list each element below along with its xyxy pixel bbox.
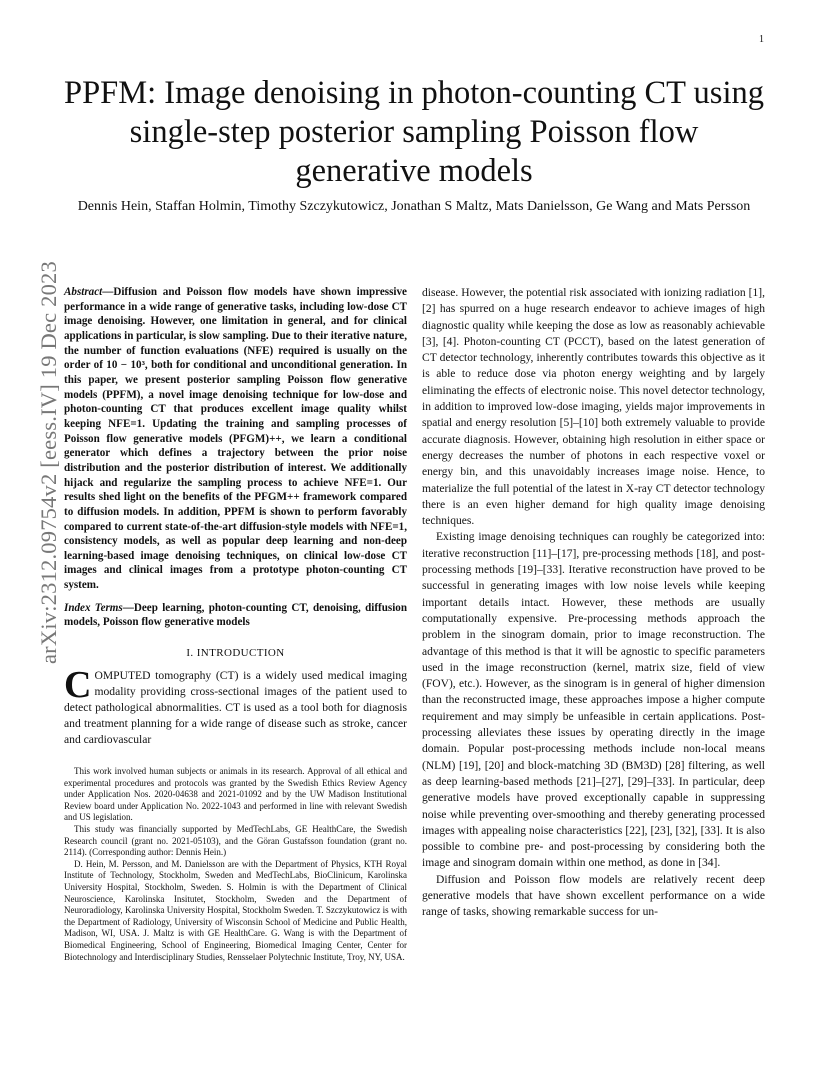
- arxiv-stamp[interactable]: arXiv:2312.09754v2 [eess.IV] 19 Dec 2023: [36, 261, 61, 664]
- body-paragraph: Diffusion and Poisson flow models are relatively recent deep generative models that have shown excellent performance on a wide range of tasks, showing remarkable success for un-: [422, 873, 765, 919]
- abstract-text: —Diffusion and Poisson flow models have shown impressive performance in a wide range of generative tasks, including low-dose CT image denoising. However, one limitation in general, and for clinical applications in particular, is slow sampling. Due to their iterative nature, the number of function evaluations (NFE) required is usually on the order of 10 − 10³, both for conditional and unconditional generation. In this paper, we present posterior sampling Poisson flow generative models (PPFM), a novel image denoising technique for low-dose and photon-counting CT that produces excellent image quality whilst keeping NFE=1. Updating the training and sampling processes of Poisson flow generative models (PFGM)++, we learn a conditional generator which defines a trajectory between the prior noise distribution and the posterior distribution of interest. We additionally hijack and regularize the sampling process to achieve NFE=1. Our results shed light on the benefits of the PFGM++ framework compared to diffusion models. In addition, PPFM is shown to perform favorably compared to current state-of-the-art diffusion-style models with NFE=1, consistency models, as well as popular deep learning and non-deep learning-based image denoising techniques, on clinical low-dose CT images and clinical images from a prototype photon-counting CT system.: [64, 286, 407, 592]
- intro-paragraph: [64, 664, 407, 748]
- paper-title: PPFM: Image denoising in photon-counting CT using single-step posterior sampling Poisson flow generative models: [64, 75, 764, 189]
- body-paragraph: Existing image denoising techniques can roughly be categorized into: iterative reconstruction [11]–[17], pre-processing methods [18], and post-processing methods [19]–[33]. Iterative reconstruction have proved to be successful in generating images with low noise levels while keeping important details intact. However, these methods are usually computationally expensive. Pre-processing methods approach the problem in the sinogram domain, prior to image reconstruction. The advantage of this method is that it will be agnostic to specific parameters used in the image reconstruction (kernel, matrix size, field of view (FOV), etc.). However, as the sinogram is in general of higher dimension than the reconstructed image, these approaches impose a higher compute requirement and may simply be unfeasible in certain applications. Post-processing alleviates these issues by operating directly in the image domain. Popular post-processing methods include non-local means (NLM) [19], [20] and block-matching 3D (BM3D) [28] filtering, as well as deep learning-based methods [21]–[27], [29]–[33]. In particular, deep generative models have proved exceptionally capable in suppressing noise while preventing over-smoothing and thereby generating processed images with appealing noise characteristics [22], [23], [32], [33]. It is also possible to combine pre- and post-processing by considering both the image and sinogram domain within one method, as done in [34].: [422, 531, 765, 870]
- abstract: [64, 285, 407, 593]
- footnotes: [64, 766, 407, 963]
- index-terms: [64, 601, 407, 630]
- index-terms-label: Index Terms: [64, 601, 123, 614]
- body-paragraph: disease. However, the potential risk associated with ionizing radiation [1], [2] has spurred on a huge research endeavor to achieve images of high diagnostic quality while keeping the dose as low as reasonably achievable [3], [4]. Photon-counting CT (PCCT), based on the latest generation of CT detector technology, inherently contributes towards this objective as it is able to reduce dose via photon energy weighting and by largely eliminating the effects of electronic noise. This novel detector technology, in addition to improved low-dose imaging, yields major improvements in spatial and energy resolution [5]–[10] both extremely valuable to provide accurate diagnosis. However, obtaining high resolution in either space or energy decreases the number of photons in each respective voxel or energy bin, and this unavoidably increases image noise. Hence, to materialize the full potential of the latest in X-ray CT detector technology there is an even higher demand for high quality image denoising techniques.: [422, 287, 765, 528]
- index-terms-text: —Deep learning, photon-counting CT, denoising, diffusion models, Poisson flow generative models: [64, 601, 407, 629]
- section-heading-introduction: I. INTRODUCTION: [186, 647, 285, 660]
- footnote-funding: This study was financially supported by MedTechLabs, GE HealthCare, the Swedish Research council (grant no. 2021-05103), and the Göran Gustafsson foundation (grant no. 2114). (Corresponding author: Dennis Hein.): [64, 824, 407, 858]
- drop-cap: C: [64, 664, 92, 707]
- abstract-label: Abstract: [64, 286, 103, 298]
- intro-text: OMPUTED tomography (CT) is a widely used medical imaging modality providing cross-sectional images of the patient used to detect pathological abnormalities. CT is used as a tool both for diagnosis and treatment planning for a wide range of disease such as stroke, cancer and cardiovascular: [64, 669, 407, 747]
- page-number: 1: [759, 34, 764, 45]
- right-column: [422, 285, 765, 921]
- footnote-affiliations: D. Hein, M. Persson, and M. Danielsson are with the Department of Physics, KTH Royal Institute of Technology, Stockholm, Sweden and MedTechLabs, BioClinicum, Karolinska University Hospital, Stockholm, Sweden. S. Holmin is with the Department of Clinical Neuroscience, Karolinska Insitutet, Stockholm, Sweden and the Department of Neuroradiology, Karolinska University Hospital, Stockholm Sweden. T. Szczykutowicz is with the Department of Radiology, University of Wisconsin School of Medicine and Public Health, Madison, WI, USA. J. Maltz is with GE HealthCare. G. Wang is with the Department of Biomedical Engineering, School of Engineering, Biomedical Imaging Center, Center for Biotechnology and Interdisciplinary Studies, Rensselaer Polytechnic Institute, Troy, NY, USA.: [64, 858, 407, 962]
- author-list: Dennis Hein, Staffan Holmin, Timothy Szczykutowicz, Jonathan S Maltz, Mats Danielsson, Ge Wang and Mats Persson: [77, 199, 751, 214]
- footnote-ethics: This work involved human subjects or animals in its research. Approval of all ethical and experimental procedures and protocols was granted by the Swedish Ethics Review Agency under Application Nos. 2020-04638 and 2021-01092 and by the UW Madison Institutional Review board under Application No. 2022-1043 and performed in line with relevant Swedish and US legislation.: [64, 766, 407, 823]
- left-column: [64, 285, 407, 963]
